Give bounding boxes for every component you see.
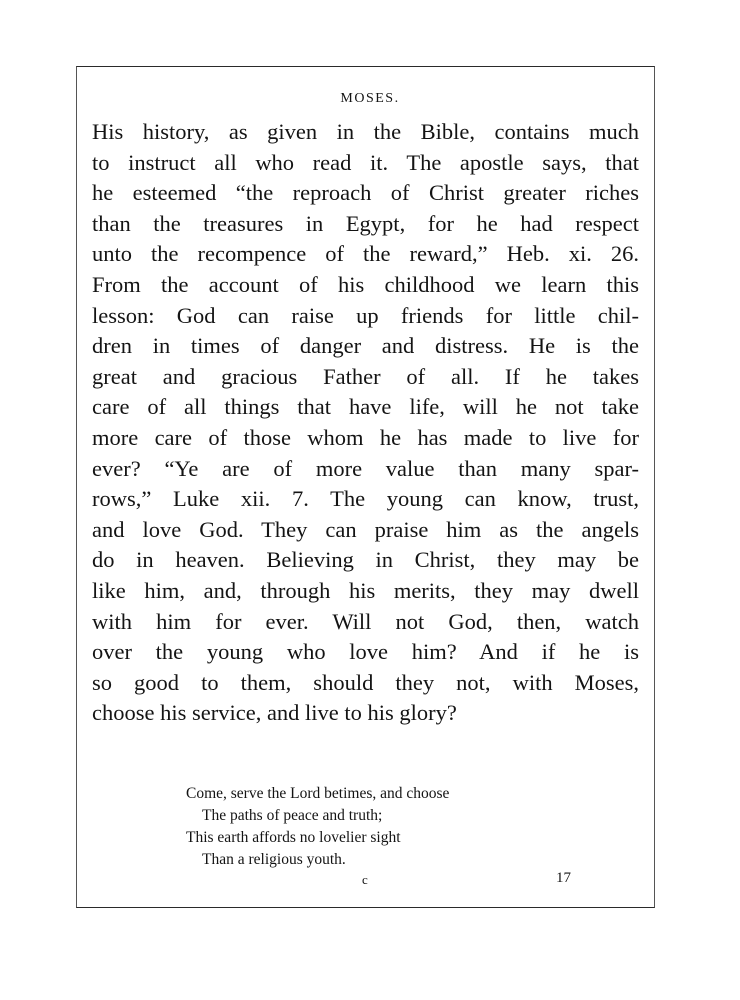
verse-line: Than a religious youth. (202, 851, 346, 868)
body-line: care of all things that have life, will he not take (92, 394, 639, 420)
body-line: like him, and, through his merits, they may dwell (92, 577, 639, 603)
body-line: with him for ever. Will not God, then, watch (92, 608, 639, 634)
verse-line: Come, serve the Lord betimes, and choose (186, 785, 450, 802)
body-line: unto the recompence of the reward,” Heb. xi. 26. (92, 241, 639, 267)
running-head: MOSES. (340, 91, 400, 106)
body-line: His history, as given in the Bible, contains much (92, 119, 639, 144)
body-line: rows,” Luke xii. 7. The young can know, trust, (92, 486, 639, 512)
body-line: and love God. They can praise him as the angels (92, 516, 639, 542)
verse-stanza (186, 783, 449, 871)
body-line: so good to them, should they not, with Moses, (92, 669, 639, 695)
signature-mark: c (362, 872, 368, 887)
body-line: than the treasures in Egypt, for he had respect (92, 210, 639, 236)
verse-line: The paths of peace and truth; (202, 807, 383, 824)
body-line: dren in times of danger and distress. He is the (92, 333, 639, 359)
body-line: great and gracious Father of all. If he takes (92, 363, 639, 389)
body-line: ever? “Ye are of more value than many spar- (92, 455, 639, 481)
body-line: do in heaven. Believing in Christ, they may be (92, 547, 639, 573)
verse-line: This earth affords no lovelier sight (186, 829, 401, 846)
body-line: choose his service, and live to his glory? (92, 700, 457, 726)
body-line: more care of those whom he has made to live for (92, 424, 639, 450)
body-line: From the account of his childhood we learn this (92, 271, 639, 297)
body-line: lesson: God can raise up friends for little chil- (92, 302, 639, 328)
body-line: over the young who love him? And if he is (92, 639, 639, 665)
body-paragraph (92, 117, 639, 729)
body-line: to instruct all who read it. The apostle says, that (92, 149, 639, 175)
body-line: he esteemed “the reproach of Christ greater riches (92, 180, 639, 206)
page-number: 17 (556, 870, 571, 886)
